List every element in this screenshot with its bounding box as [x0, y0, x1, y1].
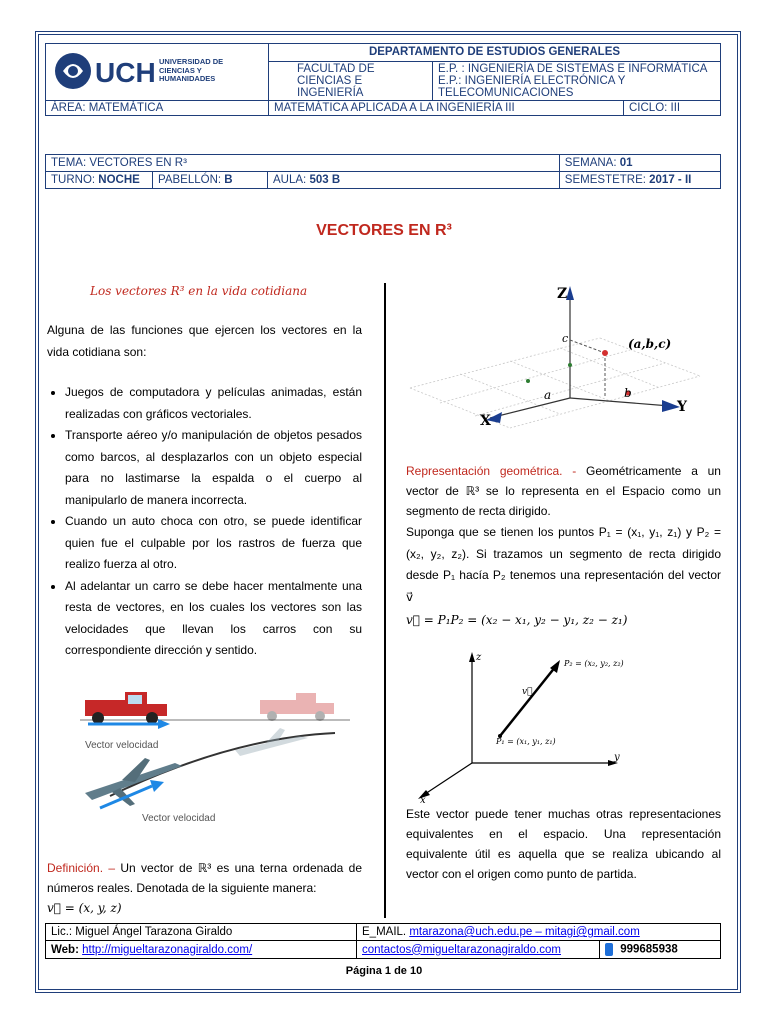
list-item: • Transporte aéreo y/o manipulación de objetos pesados como barcos, al desplazarlos con un objeto especial para no lastimarse la espalda o el cuerpo al manipularlo de manera incorrecta.: [65, 425, 362, 511]
d2-point-p2: P₂ = (x₂, y₂, z₂): [564, 659, 624, 668]
red-truck-icon: [85, 692, 167, 724]
points-paragraph: Suponga que se tienen los puntos P₁ = (x₁, y₁, z₁) y P₂ = (x₂, y₂, z₂). Si trazamos un segmento de recta dirigido desde P₁ hacía P₂ tenemos una representación del vector v⃗: [406, 525, 721, 604]
definition-label: Definición. –: [47, 861, 116, 875]
main-title: VECTORES EN R³: [316, 222, 452, 239]
representation-label: Representación geométrica. -: [406, 464, 577, 478]
d2-point-p1: P₁ = (x₁, y₁, z₁): [496, 737, 556, 746]
axis-x-label: X: [480, 413, 491, 429]
aula-value: 503 B: [309, 174, 341, 186]
logo-subtitle: UNIVERSIDAD DE CIENCIAS Y HUMANIDADES: [159, 57, 224, 83]
column-divider: [384, 283, 386, 918]
school-1: E.P. : INGENIERÍA DE SISTEMAS E INFORMÁTICA: [438, 63, 708, 75]
phone-icon: [605, 943, 613, 956]
axis-y-label: Y: [677, 399, 687, 415]
semestre-value: 2017 - II: [649, 174, 692, 186]
left-intro: Alguna de las funciones que ejercen los vectores en la vida cotidiana son:: [47, 323, 362, 359]
phone-number: 999685938: [620, 943, 678, 956]
tema-value: VECTORES EN R³: [89, 157, 187, 169]
vector-diagram: [404, 648, 724, 808]
bullet-list: [47, 382, 362, 662]
course-cell: MATEMÁTICA APLICADA A LA INGENIERÍA III: [269, 101, 624, 116]
aula-label: AULA:: [273, 174, 307, 186]
semestre-label: SEMESTETRE:: [564, 174, 646, 186]
label-c: c: [562, 332, 569, 345]
velocity-label-2: Vector velocidad: [142, 813, 216, 824]
phone-cell: [600, 941, 721, 959]
university-logo: [51, 49, 251, 93]
velocity-label-1: Vector velocidad: [85, 740, 159, 751]
pabellon-label: PABELLÓN:: [158, 174, 222, 186]
faculty-name: FACULTAD DE CIENCIAS E INGENIERÍA: [269, 62, 433, 101]
school-2: E.P.: INGENIERÍA ELECTRÓNICA Y TELECOMUNICACIONES: [438, 75, 626, 99]
contact-cell: [357, 941, 600, 959]
schools-cell: [433, 62, 721, 101]
definition-paragraph: [47, 858, 362, 918]
list-item: • Juegos de computadora y películas animadas, están realizadas con gráficos vectoriales.: [65, 382, 362, 425]
web-cell: [46, 941, 357, 959]
representation-text: Geométricamente a un vector de ℝ³ se lo representa en el Espacio como un segmento de recta dirigido.: [406, 464, 721, 518]
semestre-cell: [559, 172, 720, 189]
author-cell: Lic.: Miguel Ángel Tarazona Giraldo: [46, 924, 357, 941]
cycle-cell: CICLO: III: [624, 101, 721, 116]
faded-truck-icon: [260, 693, 334, 721]
semana-value: 01: [619, 157, 633, 169]
turno-value: NOCHE: [98, 174, 140, 186]
email-cell: [357, 924, 721, 941]
representation-paragraph: [406, 461, 721, 521]
contact-link[interactable]: contactos@migueltarazonagiraldo.com: [362, 943, 561, 956]
logo-cell: [46, 44, 269, 101]
semana-label: SEMANA:: [564, 157, 617, 169]
web-label: Web:: [51, 943, 79, 956]
area-cell: ÁREA: MATEMÁTICA: [46, 101, 269, 116]
web-link[interactable]: http://migueltarazonagiraldo.com/: [82, 943, 253, 956]
turno-cell: [46, 172, 153, 189]
turno-label: TURNO:: [51, 174, 96, 186]
label-a: a: [544, 388, 552, 402]
aula-cell: [268, 172, 560, 189]
semana-cell: [559, 155, 720, 172]
vector-formula: v⃗ = P₁P₂ = (x₂ − x₁, y₂ − y₁, z₂ − z₁): [406, 613, 628, 627]
department-title: DEPARTAMENTO DE ESTUDIOS GENERALES: [269, 44, 721, 62]
pabellon-cell: [153, 172, 268, 189]
list-item: • Al adelantar un carro se debe hacer mentalmente una resta de vectores, en los cuales los vectores son las velocidades que llevan los carros con su correspondiente dirección y sentido.: [65, 576, 362, 662]
axis-z-label: Z: [557, 286, 568, 302]
email-link[interactable]: mtarazona@uch.edu.pe – mitagi@gmail.com: [409, 926, 640, 938]
header-table: [45, 43, 721, 116]
tema-label: TEMA:: [51, 157, 87, 169]
airplane-icon: [85, 758, 182, 806]
3d-axes-diagram: [400, 278, 720, 433]
tema-cell: [46, 155, 560, 172]
label-b: b: [624, 386, 632, 400]
definition-formula: v⃗ = (x, y, z): [47, 901, 122, 915]
page-number: Página 1 de 10: [345, 965, 423, 977]
pabellon-value: B: [224, 174, 233, 186]
logo-text: UCH: [95, 56, 156, 88]
d2-axis-y: y: [614, 752, 620, 763]
faded-plane-icon: [235, 728, 308, 756]
d2-axis-z: z: [476, 652, 482, 663]
d2-axis-x: x: [420, 795, 426, 806]
email-label: E_MAIL.: [362, 926, 407, 938]
left-subtitle: Los vectores R³ en la vida cotidiana: [90, 284, 308, 298]
equivalent-paragraph: Este vector puede tener muchas otras representaciones equivalentes en el espacio. Una representación equivalente útil es aquella que se realiza ubicando al vector con el origen como punto de partida.: [406, 807, 721, 881]
info-table: [45, 154, 721, 189]
footer-table: [45, 923, 721, 959]
point-abc-label: (a,b,c): [628, 337, 672, 351]
definition-text: Un vector de ℝ³ es una terna ordenada de números reales. Denotada de la siguiente manera:: [47, 861, 362, 895]
list-item: • Cuando un auto choca con otro, se puede identificar quien fue el culpable por los rastros de fuerza que realizo fuerza al otro.: [65, 511, 362, 576]
velocity-illustration: [80, 678, 350, 828]
d2-vector-label: v⃗: [522, 687, 533, 697]
